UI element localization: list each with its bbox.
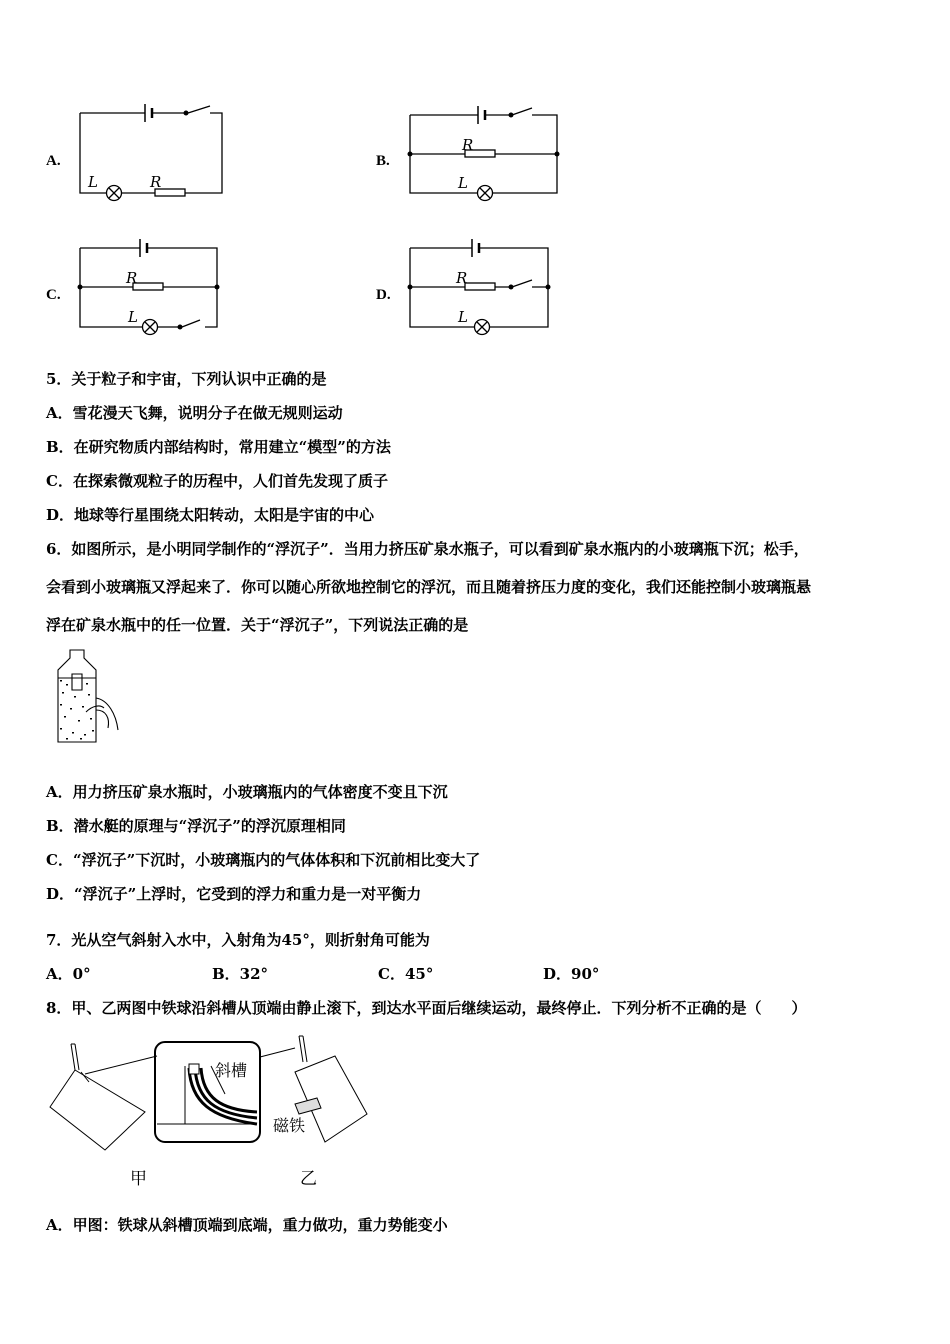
q6-option-c: C．“浮沉子”下沉时，小玻璃瓶内的气体体积和下沉前相比变大了	[46, 851, 481, 869]
q4-option-b-label: B.	[376, 153, 390, 169]
q6-stem-line-1: 6．如图所示，是小明同学制作的“浮沉子”．当用力挤压矿泉水瓶子，可以看到矿泉水瓶内的小玻璃瓶下沉；松手，	[46, 540, 809, 558]
svg-text:L: L	[458, 308, 468, 326]
svg-text:R: R	[456, 269, 468, 287]
svg-text:R: R	[462, 136, 474, 154]
circuit-c	[70, 232, 240, 342]
lamp-label: L	[88, 173, 98, 191]
q6-stem-line-2: 会看到小玻璃瓶又浮起来了．你可以随心所欲地控制它的浮沉，而且随着挤压力度的变化，我们还能控制小玻璃瓶悬	[46, 578, 812, 596]
ramp-figure	[45, 1032, 375, 1192]
magnet-label: 磁铁	[273, 1116, 306, 1135]
q8-option-a: A．甲图：铁球从斜槽顶端到底端，重力做功，重力势能变小	[46, 1216, 448, 1234]
q7-option-b: B．32°	[212, 965, 269, 983]
q6-option-a: A．用力挤压矿泉水瓶时，小玻璃瓶内的气体密度不变且下沉	[46, 783, 448, 801]
q7-option-c: C．45°	[378, 965, 434, 983]
q6-option-d: D．“浮沉子”上浮时，它受到的浮力和重力是一对平衡力	[46, 885, 422, 903]
q6-option-b: B．潜水艇的原理与“浮沉子”的浮沉原理相同	[46, 817, 346, 835]
q4-option-a-label: A.	[46, 153, 61, 169]
q6-stem-line-3: 浮在矿泉水瓶中的任一位置．关于“浮沉子”，下列说法正确的是	[46, 616, 469, 634]
q4-option-c-label: C.	[46, 287, 61, 303]
q7-option-d: D．90°	[543, 965, 600, 983]
q8-stem: 8．甲、乙两图中铁球沿斜槽从顶端由静止滚下，到达水平面后继续运动，最终停止．下列分析不正确的是（ ）	[46, 999, 807, 1017]
svg-text:L: L	[128, 308, 138, 326]
circuit-b	[400, 98, 570, 208]
q5-option-d: D．地球等行星围绕太阳转动，太阳是宇宙的中心	[46, 506, 375, 524]
q5-option-b: B．在研究物质内部结构时，常用建立“模型”的方法	[46, 438, 391, 456]
q7-option-a: A．0°	[46, 965, 91, 983]
q5-option-a: A．雪花漫天飞舞，说明分子在做无规则运动	[46, 404, 343, 422]
figure-jia-caption: 甲	[130, 1169, 147, 1189]
q7-stem: 7．光从空气斜射入水中，入射角为45°，则折射角可能为	[46, 931, 430, 949]
svg-text:R: R	[126, 269, 138, 287]
bottle-diver-figure	[52, 648, 124, 746]
circuit-a	[70, 98, 240, 208]
slot-label: 斜槽	[215, 1061, 248, 1080]
q5-option-c: C．在探索微观粒子的历程中，人们首先发现了质子	[46, 472, 388, 490]
q5-stem: 5．关于粒子和宇宙，下列认识中正确的是	[46, 370, 327, 388]
circuit-d	[400, 232, 570, 342]
figure-yi-caption: 乙	[300, 1169, 317, 1189]
svg-text:L: L	[458, 174, 468, 192]
q4-option-d-label: D.	[376, 287, 391, 303]
resistor-label: R	[150, 173, 162, 191]
